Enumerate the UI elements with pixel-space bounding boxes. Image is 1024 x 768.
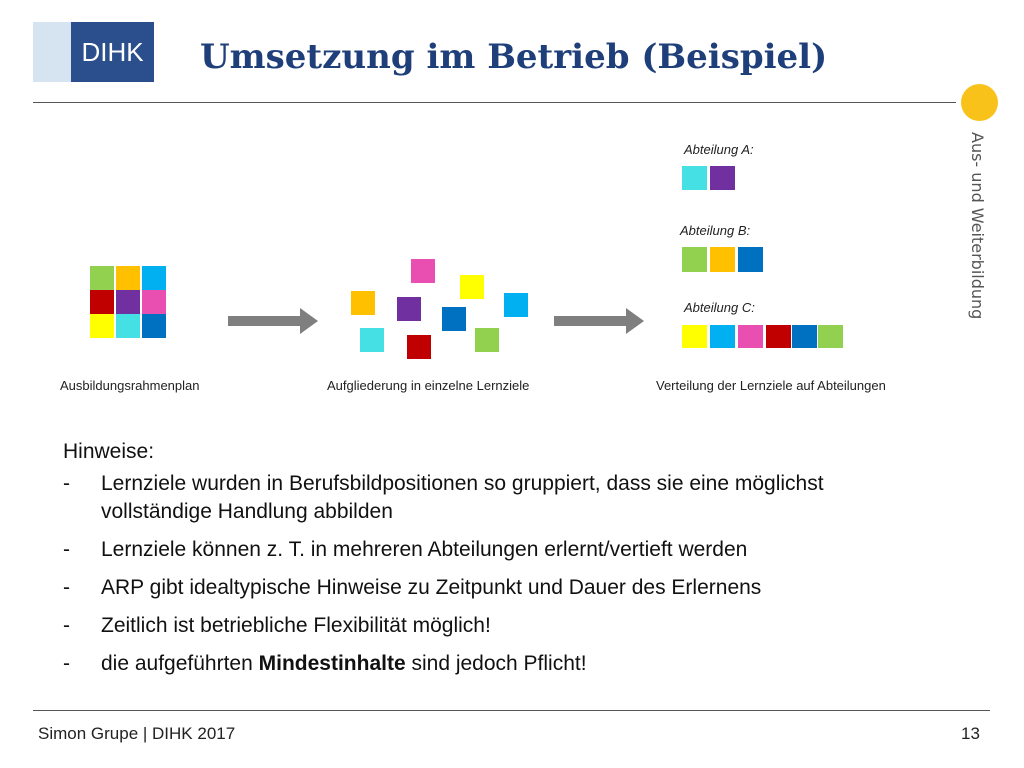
slide-title: Umsetzung im Betrieb (Beispiel) (200, 37, 828, 77)
dept-c-square (818, 325, 843, 348)
page-number: 13 (961, 724, 980, 743)
dept-c-square (792, 325, 817, 348)
footer-divider (33, 710, 990, 711)
plan-square-green (90, 266, 114, 290)
header-divider (33, 102, 956, 103)
goal-square-cyan (360, 328, 384, 352)
caption-distribution: Verteilung der Lernziele auf Abteilungen (656, 378, 886, 393)
note-text: Lernziele wurden in Berufsbildpositionen so gruppiert, dass sie eine möglichst vollständige Handlung abbilden (101, 472, 824, 523)
dept-a-square (682, 166, 707, 190)
goal-square-green (475, 328, 499, 352)
goal-square-red (407, 335, 431, 359)
dept-c-square (682, 325, 707, 348)
arrow-right-icon (554, 307, 646, 335)
note-item (63, 536, 931, 564)
note-text: Lernziele können z. T. in mehreren Abteilungen erlernt/vertieft werden (101, 538, 748, 561)
bullet-dash: - (63, 652, 70, 675)
goal-square-blue (442, 307, 466, 331)
plan-square-pink (142, 290, 166, 314)
dept-b-square (738, 247, 763, 272)
side-label: Aus- und Weiterbildung (968, 132, 987, 320)
note-item (63, 612, 931, 640)
plan-square-purple (116, 290, 140, 314)
bullet-dash: - (63, 472, 70, 495)
note-text-before: die aufgeführten (101, 652, 259, 675)
logo-text: DIHK (71, 22, 154, 82)
arrow-shape (228, 308, 318, 334)
sun-decoration (961, 84, 998, 121)
plan-square-orange (116, 266, 140, 290)
goal-square-orange (351, 291, 375, 315)
bullet-dash: - (63, 538, 70, 561)
caption-split: Aufgliederung in einzelne Lernziele (327, 378, 530, 393)
dept-a-square (710, 166, 735, 190)
note-item (63, 574, 931, 602)
plan-square-blue (142, 314, 166, 338)
note-text: Zeitlich ist betriebliche Flexibilität möglich! (101, 614, 491, 637)
bullet-dash: - (63, 614, 70, 637)
dept-c-square (738, 325, 763, 348)
goal-square-purple (397, 297, 421, 321)
dept-c-square (710, 325, 735, 348)
dept-b-square (710, 247, 735, 272)
footer-author: Simon Grupe | DIHK 2017 (38, 724, 236, 743)
notes-heading: Hinweise: (63, 440, 155, 463)
note-text: ARP gibt idealtypische Hinweise zu Zeitpunkt und Dauer des Erlernens (101, 576, 762, 599)
bullet-dash: - (63, 576, 70, 599)
dept-b-square (682, 247, 707, 272)
arrow-right-icon (228, 307, 320, 335)
note-text (101, 650, 931, 678)
department-a-label: Abteilung A: (684, 142, 754, 157)
arrow-shape (554, 308, 644, 334)
goal-square-yellow (460, 275, 484, 299)
dihk-logo (33, 22, 154, 82)
plan-square-sky (142, 266, 166, 290)
caption-plan: Ausbildungsrahmenplan (60, 378, 200, 393)
plan-square-cyan (116, 314, 140, 338)
notes-section (63, 440, 931, 688)
note-item (63, 470, 931, 526)
plan-square-red (90, 290, 114, 314)
goal-square-sky (504, 293, 528, 317)
note-text-bold: Mindestinhalte (258, 652, 406, 675)
goal-square-pink (411, 259, 435, 283)
department-b-label: Abteilung B: (680, 223, 751, 238)
note-item (63, 650, 931, 678)
logo-light-block (33, 22, 71, 82)
plan-square-yellow (90, 314, 114, 338)
department-c-label: Abteilung C: (684, 300, 755, 315)
dept-c-square (766, 325, 791, 348)
note-text-after: sind jedoch Pflicht! (405, 652, 587, 675)
